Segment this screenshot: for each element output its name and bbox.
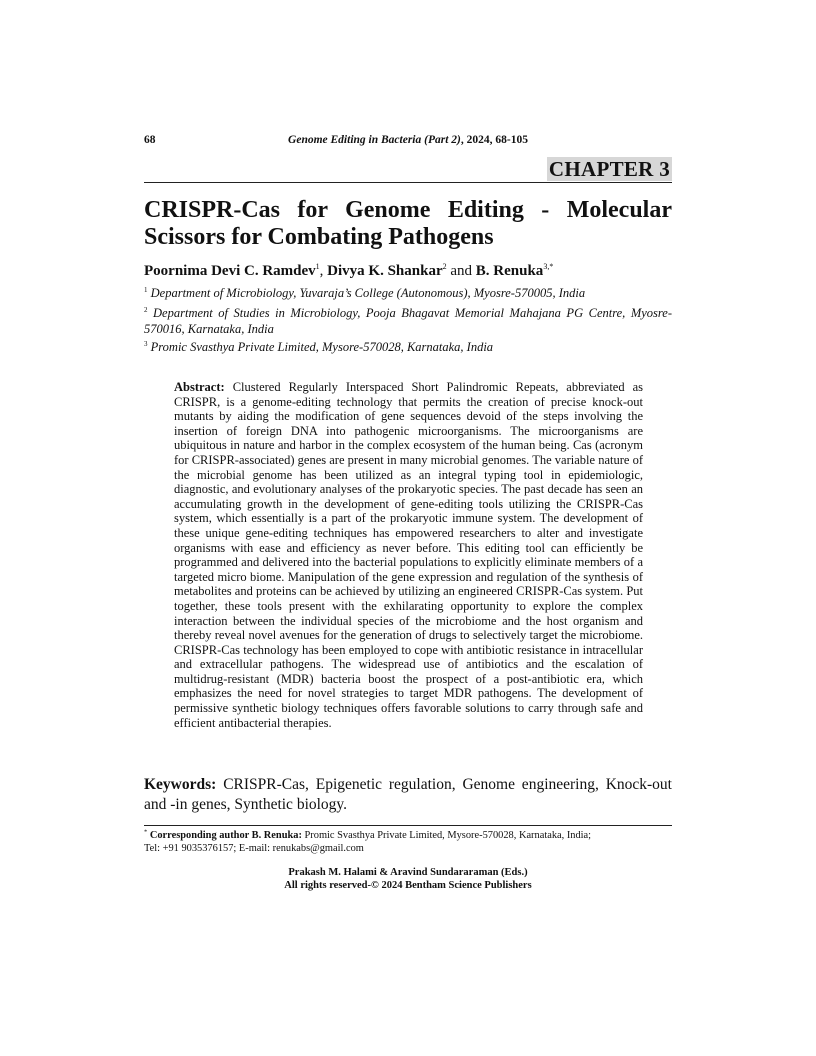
keywords-text: CRISPR-Cas, Epigenetic regulation, Genome engineering, Knock-out and -in genes, Synthetic biology.: [144, 776, 672, 813]
affiliation: [144, 339, 672, 355]
corresponding-author-footnote: [144, 829, 672, 855]
chapter-label: CHAPTER 3: [548, 157, 670, 181]
editors-credit: [144, 866, 672, 892]
footnote-divider: [144, 825, 672, 826]
paper-title: CRISPR-Cas for Genome Editing - Molecular Scissors for Combating Pathogens: [144, 197, 672, 250]
footnote-label: Corresponding author B. Renuka:: [149, 830, 302, 841]
chapter-divider: [144, 182, 672, 183]
author-separator: ,: [319, 263, 328, 279]
affiliation-text: Department of Studies in Microbiology, Pooja Bhagavat Memorial Mahajana PG Centre, Myosre-570016, Karnataka, India: [144, 306, 673, 336]
author-affiliation-mark: 3,*: [543, 262, 554, 271]
author-name: B. Renuka: [475, 263, 544, 279]
affiliation-text: Promic Svasthya Private Limited, Mysore-570028, Karnataka, India: [150, 340, 494, 354]
copyright-line: All rights reserved-© 2024 Bentham Science Publishers: [284, 880, 532, 891]
author-affiliation-mark: 1: [315, 262, 320, 271]
affiliation-text: Department of Microbiology, Yuvaraja’s College (Autonomous), Myosre-570005, India: [150, 286, 586, 300]
journal-title: Genome Editing in Bacteria (Part 2): [288, 134, 461, 146]
editors-line: Prakash M. Halami & Aravind Sundararaman (Eds.): [288, 867, 528, 878]
footnote-marker: *: [144, 828, 148, 836]
author-name: Poornima Devi C. Ramdev: [144, 263, 316, 279]
footnote-line: [144, 829, 672, 842]
abstract-text: Clustered Regularly Interspaced Short Palindromic Repeats, abbreviated as CRISPR, is a genome-editing technology that permits the creation of precise knock-out mutants by aiding the modification of gene sequences devoid of the steps involving the insertion of foreign DNA into pathogenic microorganisms. The microorganisms are ubiquitous in nature and harbor in the complex ecosystem of the human being. Cas (acronym for CRISPR-associated) genes are present in many microbial genomes. The variable nature of the microbial genome has been utilized as an integral typing tool in epidemiologic, diagnostic, and evolutionary analyses of the prokaryotic species. The past decade has seen an accumulating growth in the development of gene-editing tools utilizing the CRISPR-Cas system, which essentially is a part of the prokaryotic immune system. The development of these unique gene-editing techniques has empowered researchers to alter and investigate organisms with ease and efficiency as never before. This editing tool can efficiently be programmed and delivered into the bacterial populations to explicitly eliminate members of a targeted micro biome. Manipulation of the gene expression and regulation of the synthesis of metabolites and proteins can be achieved by utilizing an engineered CRISPR-Cas system. Put together, these tools present with the exhilarating opportunity to explore the complex interaction between the individual species of the microbiome and the host organism and thereby reveal novel avenues for the generation of drugs to selectively target the microbiome. CRISPR-Cas technology has been employed to cope with antibiotic resistance in intracellular and extracellular pathogens. The widespread use of antibiotics and the escalation of multidrug-resistant (MDR) bacteria boost the prospect of a post-antibiotic era, which emphasizes the need for novel strategies to target MDR pathogens. The development of permissive synthetic biology techniques offers favorable solutions to carry through safe and efficient antibacterial therapies.: [174, 380, 644, 730]
affiliation-number: 2: [144, 305, 148, 314]
affiliation-number: 1: [144, 285, 148, 294]
author-name: Divya K. Shankar: [327, 263, 443, 279]
journal-year-pages: , 2024, 68-105: [460, 134, 528, 146]
author-affiliation-mark: 2: [442, 262, 447, 271]
running-header: [144, 134, 672, 146]
author-separator: and: [446, 263, 476, 279]
affiliation: [144, 305, 672, 337]
keywords: [144, 775, 672, 815]
affiliation: [144, 285, 672, 301]
affiliation-number: 3: [144, 339, 148, 348]
footnote-contact: Tel: +91 9035376157; E-mail: renukabs@gmail.com: [144, 843, 364, 854]
keywords-label: Keywords:: [144, 776, 217, 793]
footnote-address: Promic Svasthya Private Limited, Mysore-570028, Karnataka, India;: [304, 830, 592, 841]
page-number: 68: [144, 134, 156, 146]
author-list: [144, 262, 672, 280]
abstract-label: Abstract:: [174, 380, 225, 394]
abstract: [174, 380, 643, 730]
